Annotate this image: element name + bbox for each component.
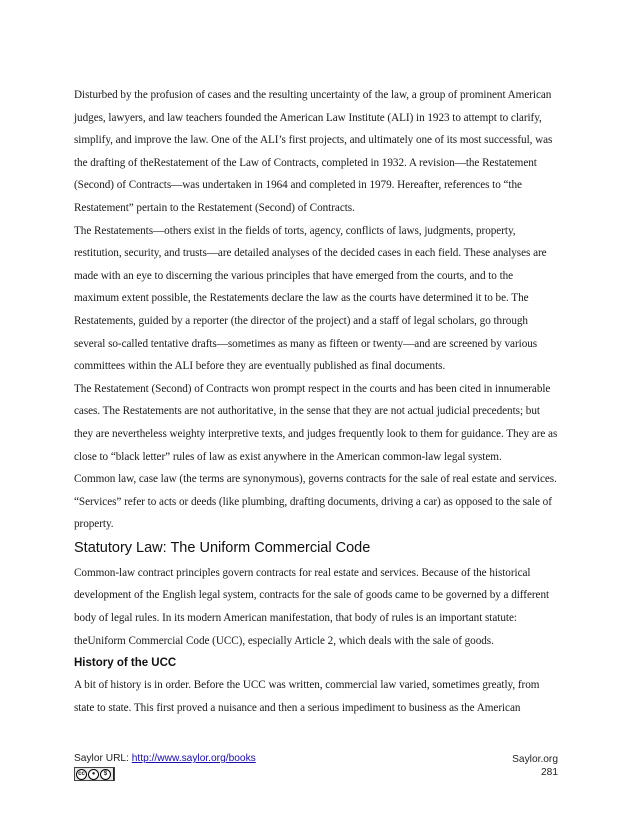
- page-number: 281: [541, 767, 558, 778]
- paragraph-ali-founding: Disturbed by the profusion of cases and the resulting uncertainty of the law, a group of prominent American judges, lawyers, and law teachers founded the American Law Institute (ALI) in 1923 to attempt to clarify, simplify, and improve the law. One of the ALI’s first projects, and ultimately one of its most successful, was the drafting of theRestatement of the Law of Contracts, completed in 1932. A revision—the Restatement (Second) of Contracts—was undertaken in 1964 and completed in 1979. Hereafter, references to “the Restatement” pertain to the Restatement (Second) of Contracts.: [74, 89, 553, 214]
- footer-site-name: Saylor.org: [512, 754, 558, 765]
- paragraph-restatements: The Restatements—others exist in the fields of torts, agency, conflicts of laws, judgments, property, restitution, security, and trusts—are detailed analyses of the decided cases in each field. These analyses are made with an eye to discerning the various principles that have emerged from the courts, and to the maximum extent possible, the Restatements declare the law as the courts have determined it to be. The Restatements, guided by a reporter (the director of the project) and a staff of legal scholars, go through several so-called tentative drafts—sometimes as many as fifteen or twenty—and are screened by various committees within the ALI before they are eventually published as final documents.: [74, 224, 547, 373]
- saylor-books-link[interactable]: http://www.saylor.org/books: [131, 753, 256, 764]
- cc-icon: cc: [76, 769, 87, 780]
- paragraph-common-law: Common law, case law (the terms are synonymous), governs contracts for the sale of real estate and services. “Services” refer to acts or deeds (like plumbing, drafting documents, driving a car) as opposed to the sale of property.: [74, 473, 557, 531]
- license-strip-icon: [113, 768, 114, 780]
- paragraph-restatement-second: The Restatement (Second) of Contracts won prompt respect in the courts and has been cited in innumerable cases. The Restatements are not authoritative, in the sense that they are not actual judicial precedents; but they are nevertheless weighty interpretive texts, and judges frequently look to them for guidance. They are as close to “black letter” rules of law as exist anywhere in the American common-law legal system.: [74, 382, 558, 463]
- noncommercial-icon: $: [100, 769, 111, 780]
- heading-history-ucc: History of the UCC: [74, 657, 177, 670]
- footer-site-info: [512, 753, 558, 779]
- heading-statutory-law: Statutory Law: The Uniform Commercial Code: [74, 539, 371, 556]
- footer-source: [74, 753, 256, 764]
- footer-url-label: Saylor URL:: [74, 753, 132, 764]
- paragraph-statutory-law: Common-law contract principles govern contracts for real estate and services. Because of the historical development of the English legal system, contracts for the sale of goods came to be governed by a different body of legal rules. In its modern American manifestation, that body of rules is an important statute: theUniform Commercial Code (UCC), especially Article 2, which deals with the sale of goods.: [74, 566, 550, 647]
- attribution-icon: ●: [88, 769, 99, 780]
- paragraph-history-ucc: A bit of history is in order. Before the UCC was written, commercial law varied, sometimes greatly, from state to state. This first proved a nuisance and then a serious impediment to business as the American: [74, 679, 540, 714]
- page-body: [74, 84, 560, 719]
- creative-commons-license-badge: [74, 767, 115, 781]
